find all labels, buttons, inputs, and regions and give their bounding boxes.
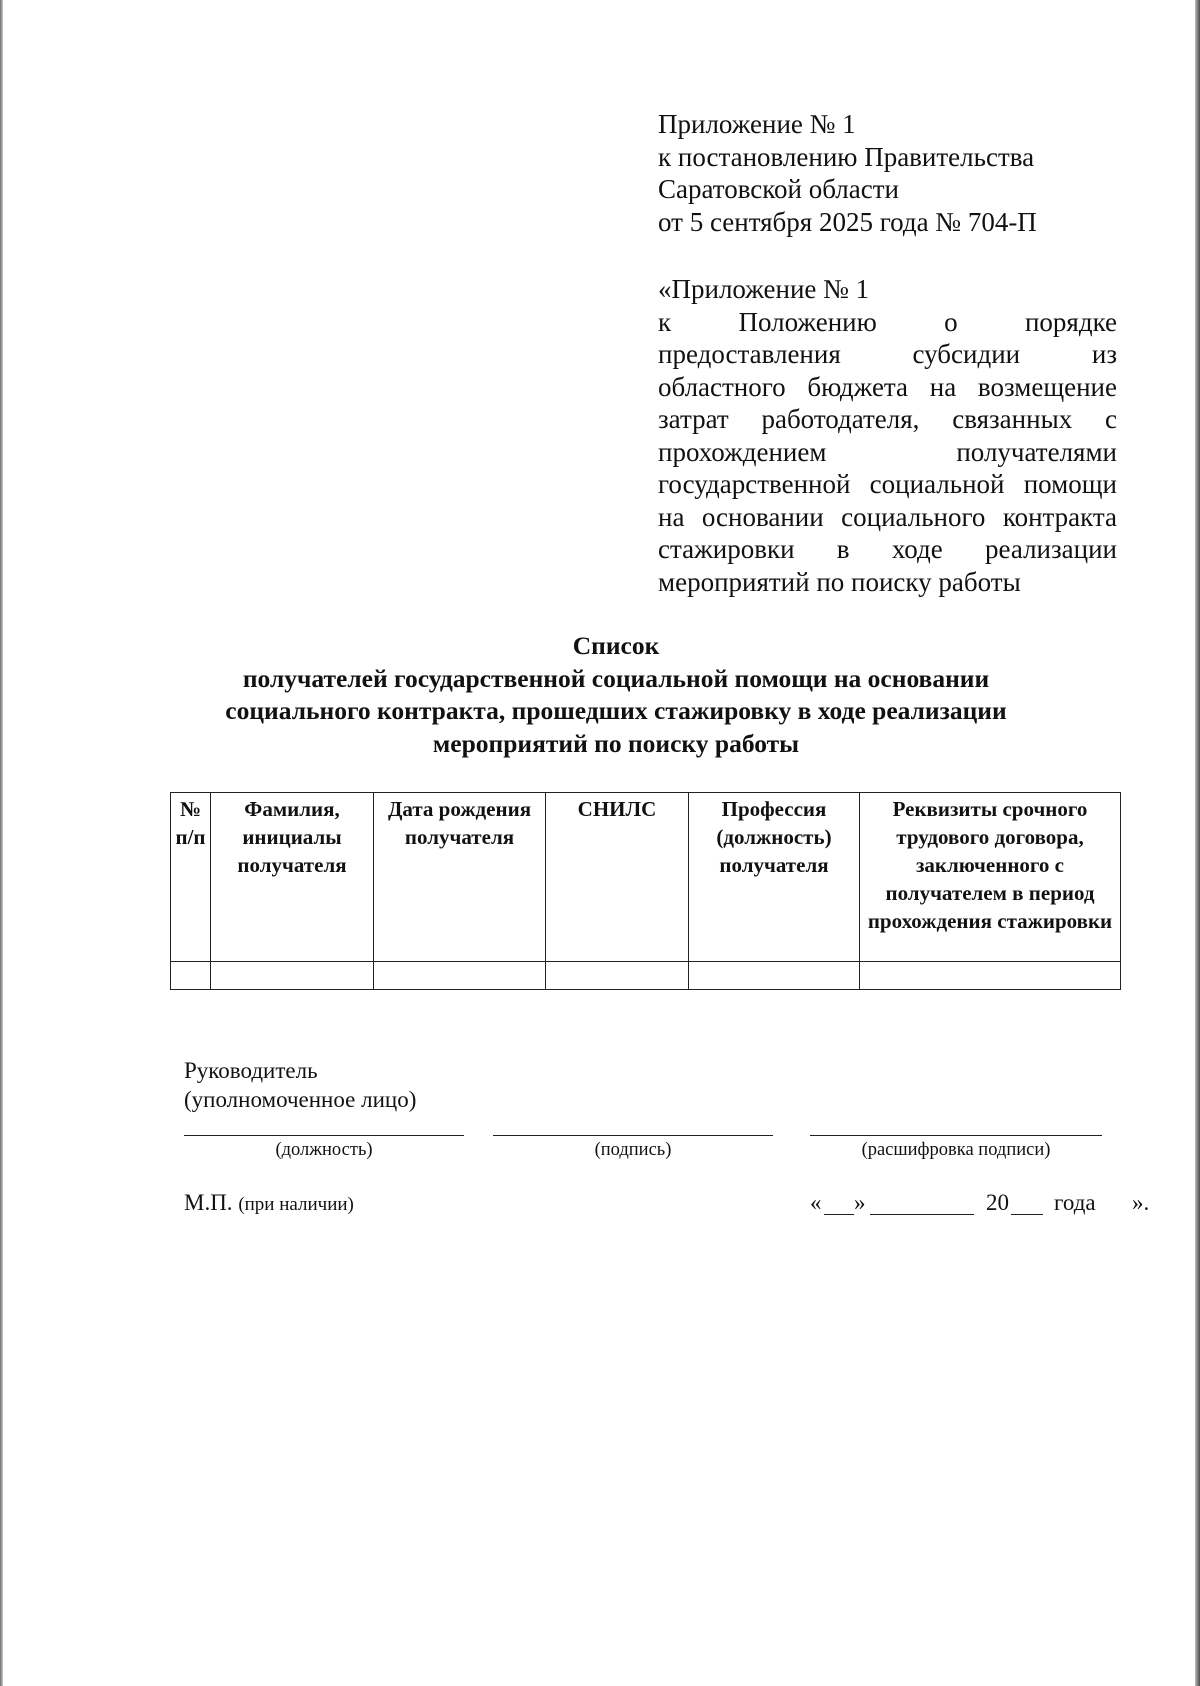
date-line [810, 1190, 1150, 1220]
document-title [140, 630, 1092, 760]
name-decoding-line [810, 1135, 1102, 1136]
date-open-quote: « [810, 1190, 822, 1215]
month-blank [870, 1214, 974, 1215]
year-blank [1011, 1214, 1043, 1215]
name-decoding-caption: (расшифровка подписи) [861, 1140, 1051, 1160]
column-header-number: № п/п [171, 793, 211, 962]
signatory-line: (уполномоченное лицо) [184, 1086, 417, 1112]
position-caption: (должность) [275, 1140, 373, 1160]
scan-edge-right [1195, 0, 1200, 1686]
recipients-table [170, 792, 1121, 990]
stamp-note: (при наличии) [238, 1194, 354, 1215]
table-row [171, 962, 1121, 990]
signatory-line: Руководитель [184, 1058, 318, 1083]
table-cell [546, 962, 689, 990]
appendix-line: Саратовской области [658, 174, 899, 204]
column-header-snils: СНИЛС [546, 793, 689, 962]
stamp-placeholder [184, 1190, 354, 1216]
date-year-prefix: 20 [986, 1190, 1009, 1215]
table-cell [171, 962, 211, 990]
date-close-quote: » [854, 1190, 866, 1215]
title-line: получателей государственной социальной помощи на основании [242, 663, 990, 693]
table-header-row [171, 793, 1121, 962]
appendix-line: к постановлению Правительства [658, 141, 1035, 172]
signature-line [493, 1135, 773, 1136]
scan-edge-left [0, 0, 3, 1686]
signature-caption: (подпись) [594, 1140, 672, 1160]
date-end: ». [1132, 1190, 1150, 1215]
position-line [184, 1135, 464, 1136]
table-cell [211, 962, 374, 990]
table-cell [860, 962, 1121, 990]
title-line: социального контракта, прошедших стажировку в ходе реализации [225, 696, 1007, 725]
title-line: мероприятий по поиску работы [432, 728, 800, 758]
column-header-profession: Профессия (должность) получателя [689, 793, 860, 962]
appendix-header [658, 108, 1118, 238]
day-blank [824, 1214, 854, 1215]
signatory-label [184, 1057, 416, 1114]
table-cell [374, 962, 546, 990]
appendix-inner-heading: «Приложение № 1 [658, 274, 870, 304]
appendix-inner-body: к Положению о порядке предоставления субсидии из областного бюджета на возмещение затрат работодателя, связанных с прохождением получателями государственной социальной помощи на основании социального контракта стажировки в ходе реализации мероприятий по поиску работы [658, 306, 1117, 597]
table-cell [689, 962, 860, 990]
column-header-contract: Реквизиты срочного трудового договора, заключенного с получателем в период прохождения стажировки [860, 793, 1121, 962]
appendix-line: от 5 сентября 2025 года № 704-П [658, 206, 1037, 237]
date-year-suffix: года [1054, 1190, 1096, 1215]
appendix-line: Приложение № 1 [658, 109, 856, 139]
stamp-label: М.П. [184, 1190, 233, 1215]
title-line: Список [572, 631, 660, 660]
column-header-birthdate: Дата рождения получателя [374, 793, 546, 962]
appendix-inner [658, 273, 1118, 598]
column-header-name: Фамилия, инициалы получателя [211, 793, 374, 962]
